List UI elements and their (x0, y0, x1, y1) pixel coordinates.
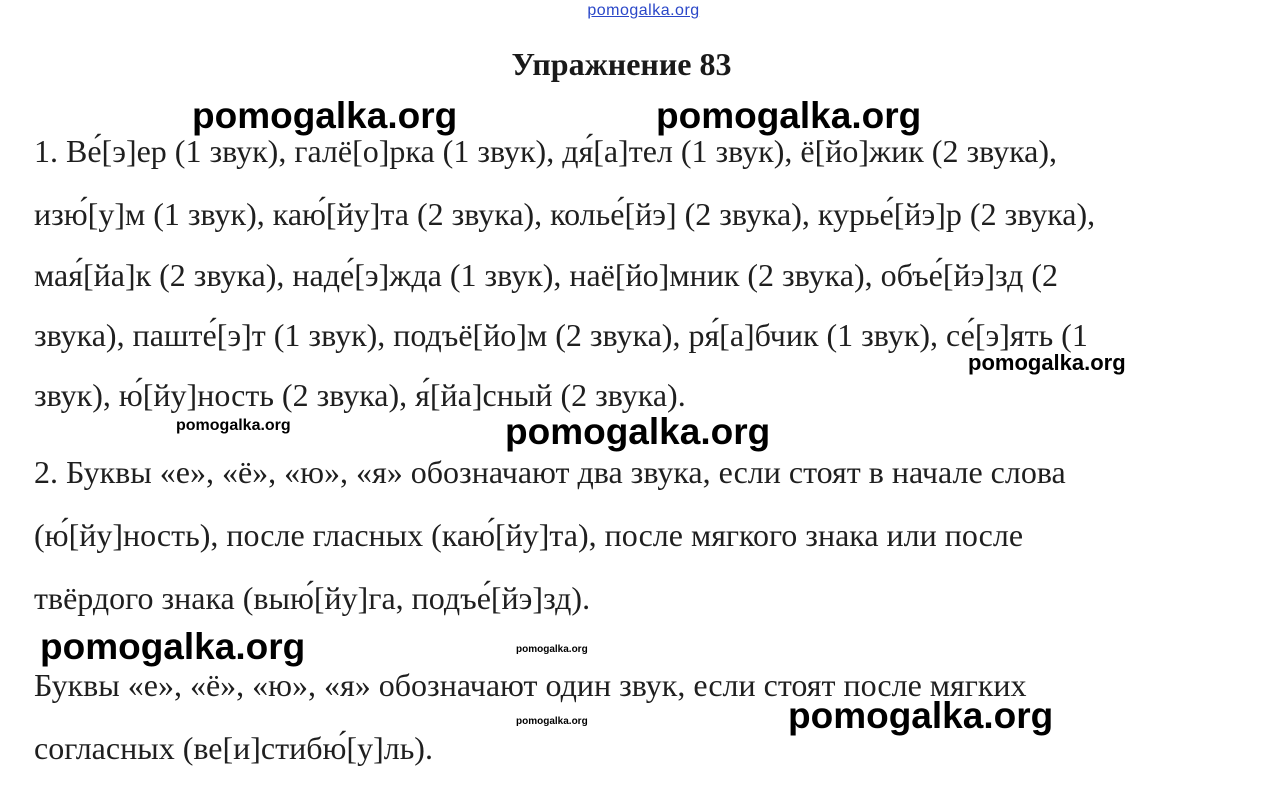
text-line-5: звук), ю́[йу]ность (2 звука), я́[йа]сный (2 звука). (34, 377, 686, 413)
watermark: pomogalka.org (192, 95, 458, 136)
watermark: pomogalka.org (788, 695, 1054, 736)
text-line-6: 2. Буквы «е», «ё», «ю», «я» обозначают два звука, если стоят в начале слова (34, 454, 1066, 490)
watermark: pomogalka.org (968, 350, 1126, 375)
text-line-4: звука), паште́[э]т (1 звук), подъё[йо]м (2 звука), ря́[а]бчик (1 звук), се́[э]ять (1 (34, 317, 1088, 353)
watermark: pomogalka.org (516, 716, 588, 727)
text-line-3: мая́[йа]к (2 звука), наде́[э]жда (1 звук), наё[йо]мник (2 звука), объе́[йэ]зд (2 (34, 257, 1058, 293)
text-line-8: твёрдого знака (выю́[йу]га, подъе́[йэ]зд). (34, 580, 591, 616)
site-link-top[interactable]: pomogalka.org (587, 2, 700, 19)
watermark: pomogalka.org (40, 626, 306, 667)
page-title: Упражнение 83 (511, 46, 732, 82)
watermark: pomogalka.org (176, 417, 291, 434)
watermark: pomogalka.org (505, 411, 771, 452)
text-line-10: согласных (ве[и]стибю́[у]ль). (34, 730, 433, 766)
text-line-1: 1. Ве́[э]ер (1 звук), галё[о]рка (1 звук), дя́[а]тел (1 звук), ё[йо]жик (2 звука), (34, 133, 1058, 169)
watermark: pomogalka.org (516, 644, 588, 655)
text-line-7: (ю́[йу]ность), после гласных (каю́[йу]та), после мягкого знака или после (34, 517, 1024, 553)
text-line-9: Буквы «е», «ё», «ю», «я» обозначают один звук, если стоят после мягких (34, 667, 1027, 703)
watermark: pomogalka.org (656, 95, 922, 136)
text-line-2: изю́[у]м (1 звук), каю́[йу]та (2 звука), колье́[йэ] (2 звука), курье́[йэ]р (2 звука), (34, 196, 1096, 232)
